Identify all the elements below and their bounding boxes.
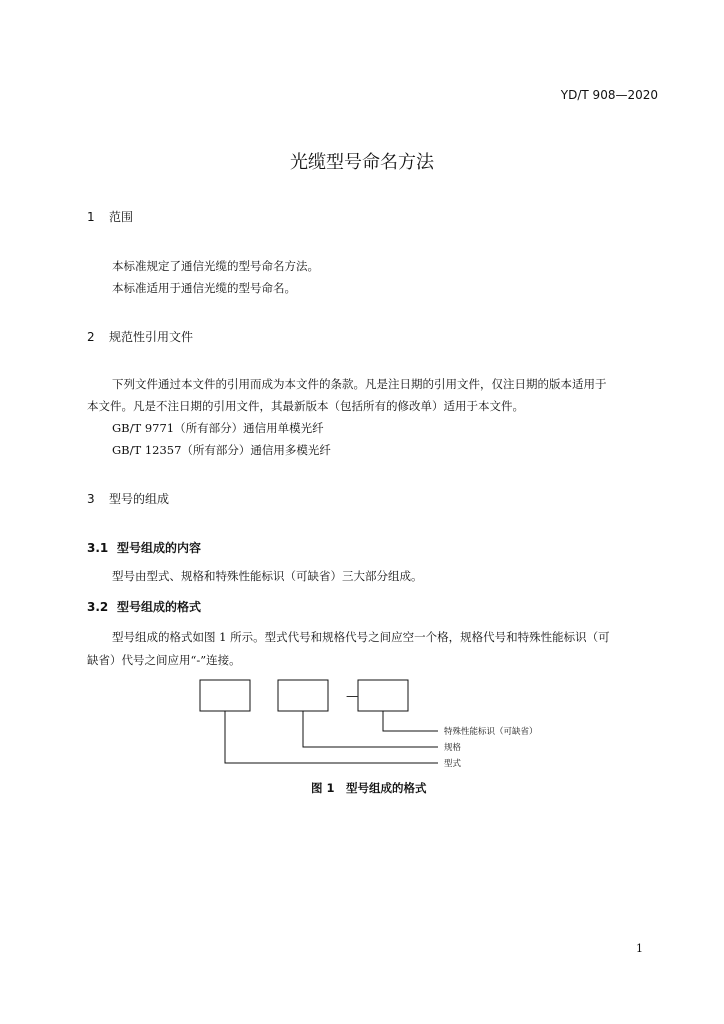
spec-code-box (278, 680, 328, 711)
page-number: 1 (636, 942, 643, 955)
section-number: 1 (87, 210, 95, 224)
spec-label: 规格 (444, 743, 462, 753)
section-number: 3.1 (87, 541, 109, 555)
section-2-heading (87, 328, 193, 345)
section-title: 范围 (109, 210, 134, 224)
paragraph: 下列文件通过本文件的引用而成为本文件的条款。凡是注日期的引用文件，仅注日期的版本适用于 (112, 377, 607, 391)
type-label: 型式 (444, 759, 462, 769)
type-leader-line (225, 711, 438, 763)
section-title: 型号的组成 (109, 492, 170, 506)
section-title: 型号组成的内容 (117, 541, 202, 555)
paragraph: 型号组成的格式如图 1 所示。型式代号和规格代号之间应空一个格，规格代号和特殊性能标识（可 (112, 630, 610, 644)
section-number: 3.2 (87, 600, 109, 614)
spec-leader-line (303, 711, 438, 747)
page-title: 光缆型号命名方法 (290, 152, 434, 173)
paragraph: 本标准规定了通信光缆的型号命名方法。 (112, 259, 319, 273)
section-3-heading (87, 490, 169, 507)
figure-caption: 图 1 型号组成的格式 (311, 781, 427, 795)
model-format-figure (190, 670, 560, 775)
paragraph: 缺省）代号之间应用“-”连接。 (87, 653, 241, 667)
section-title: 型号组成的格式 (117, 600, 202, 614)
special-feature-box (358, 680, 408, 711)
subsection-3-1-heading (87, 539, 201, 556)
subsection-3-2-heading (87, 598, 201, 615)
special-feature-label: 特殊性能标识（可缺省） (444, 727, 538, 737)
paragraph: 本文件。凡是不注日期的引用文件，其最新版本（包括所有的修改单）适用于本文件。 (87, 399, 524, 413)
special-leader-line (383, 711, 438, 731)
section-number: 2 (87, 330, 95, 344)
reference-item: GB/T 9771（所有部分）通信用单模光纤 (112, 421, 324, 435)
reference-item: GB/T 12357（所有部分）通信用多模光纤 (112, 443, 331, 457)
section-1-heading (87, 208, 133, 225)
document-code: YD/T 908—2020 (560, 88, 658, 102)
connector-dash: — (346, 689, 358, 703)
paragraph: 本标准适用于通信光缆的型号命名。 (112, 281, 296, 295)
type-code-box (200, 680, 250, 711)
section-number: 3 (87, 492, 95, 506)
section-title: 规范性引用文件 (109, 330, 194, 344)
paragraph: 型号由型式、规格和特殊性能标识（可缺省）三大部分组成。 (112, 569, 423, 583)
